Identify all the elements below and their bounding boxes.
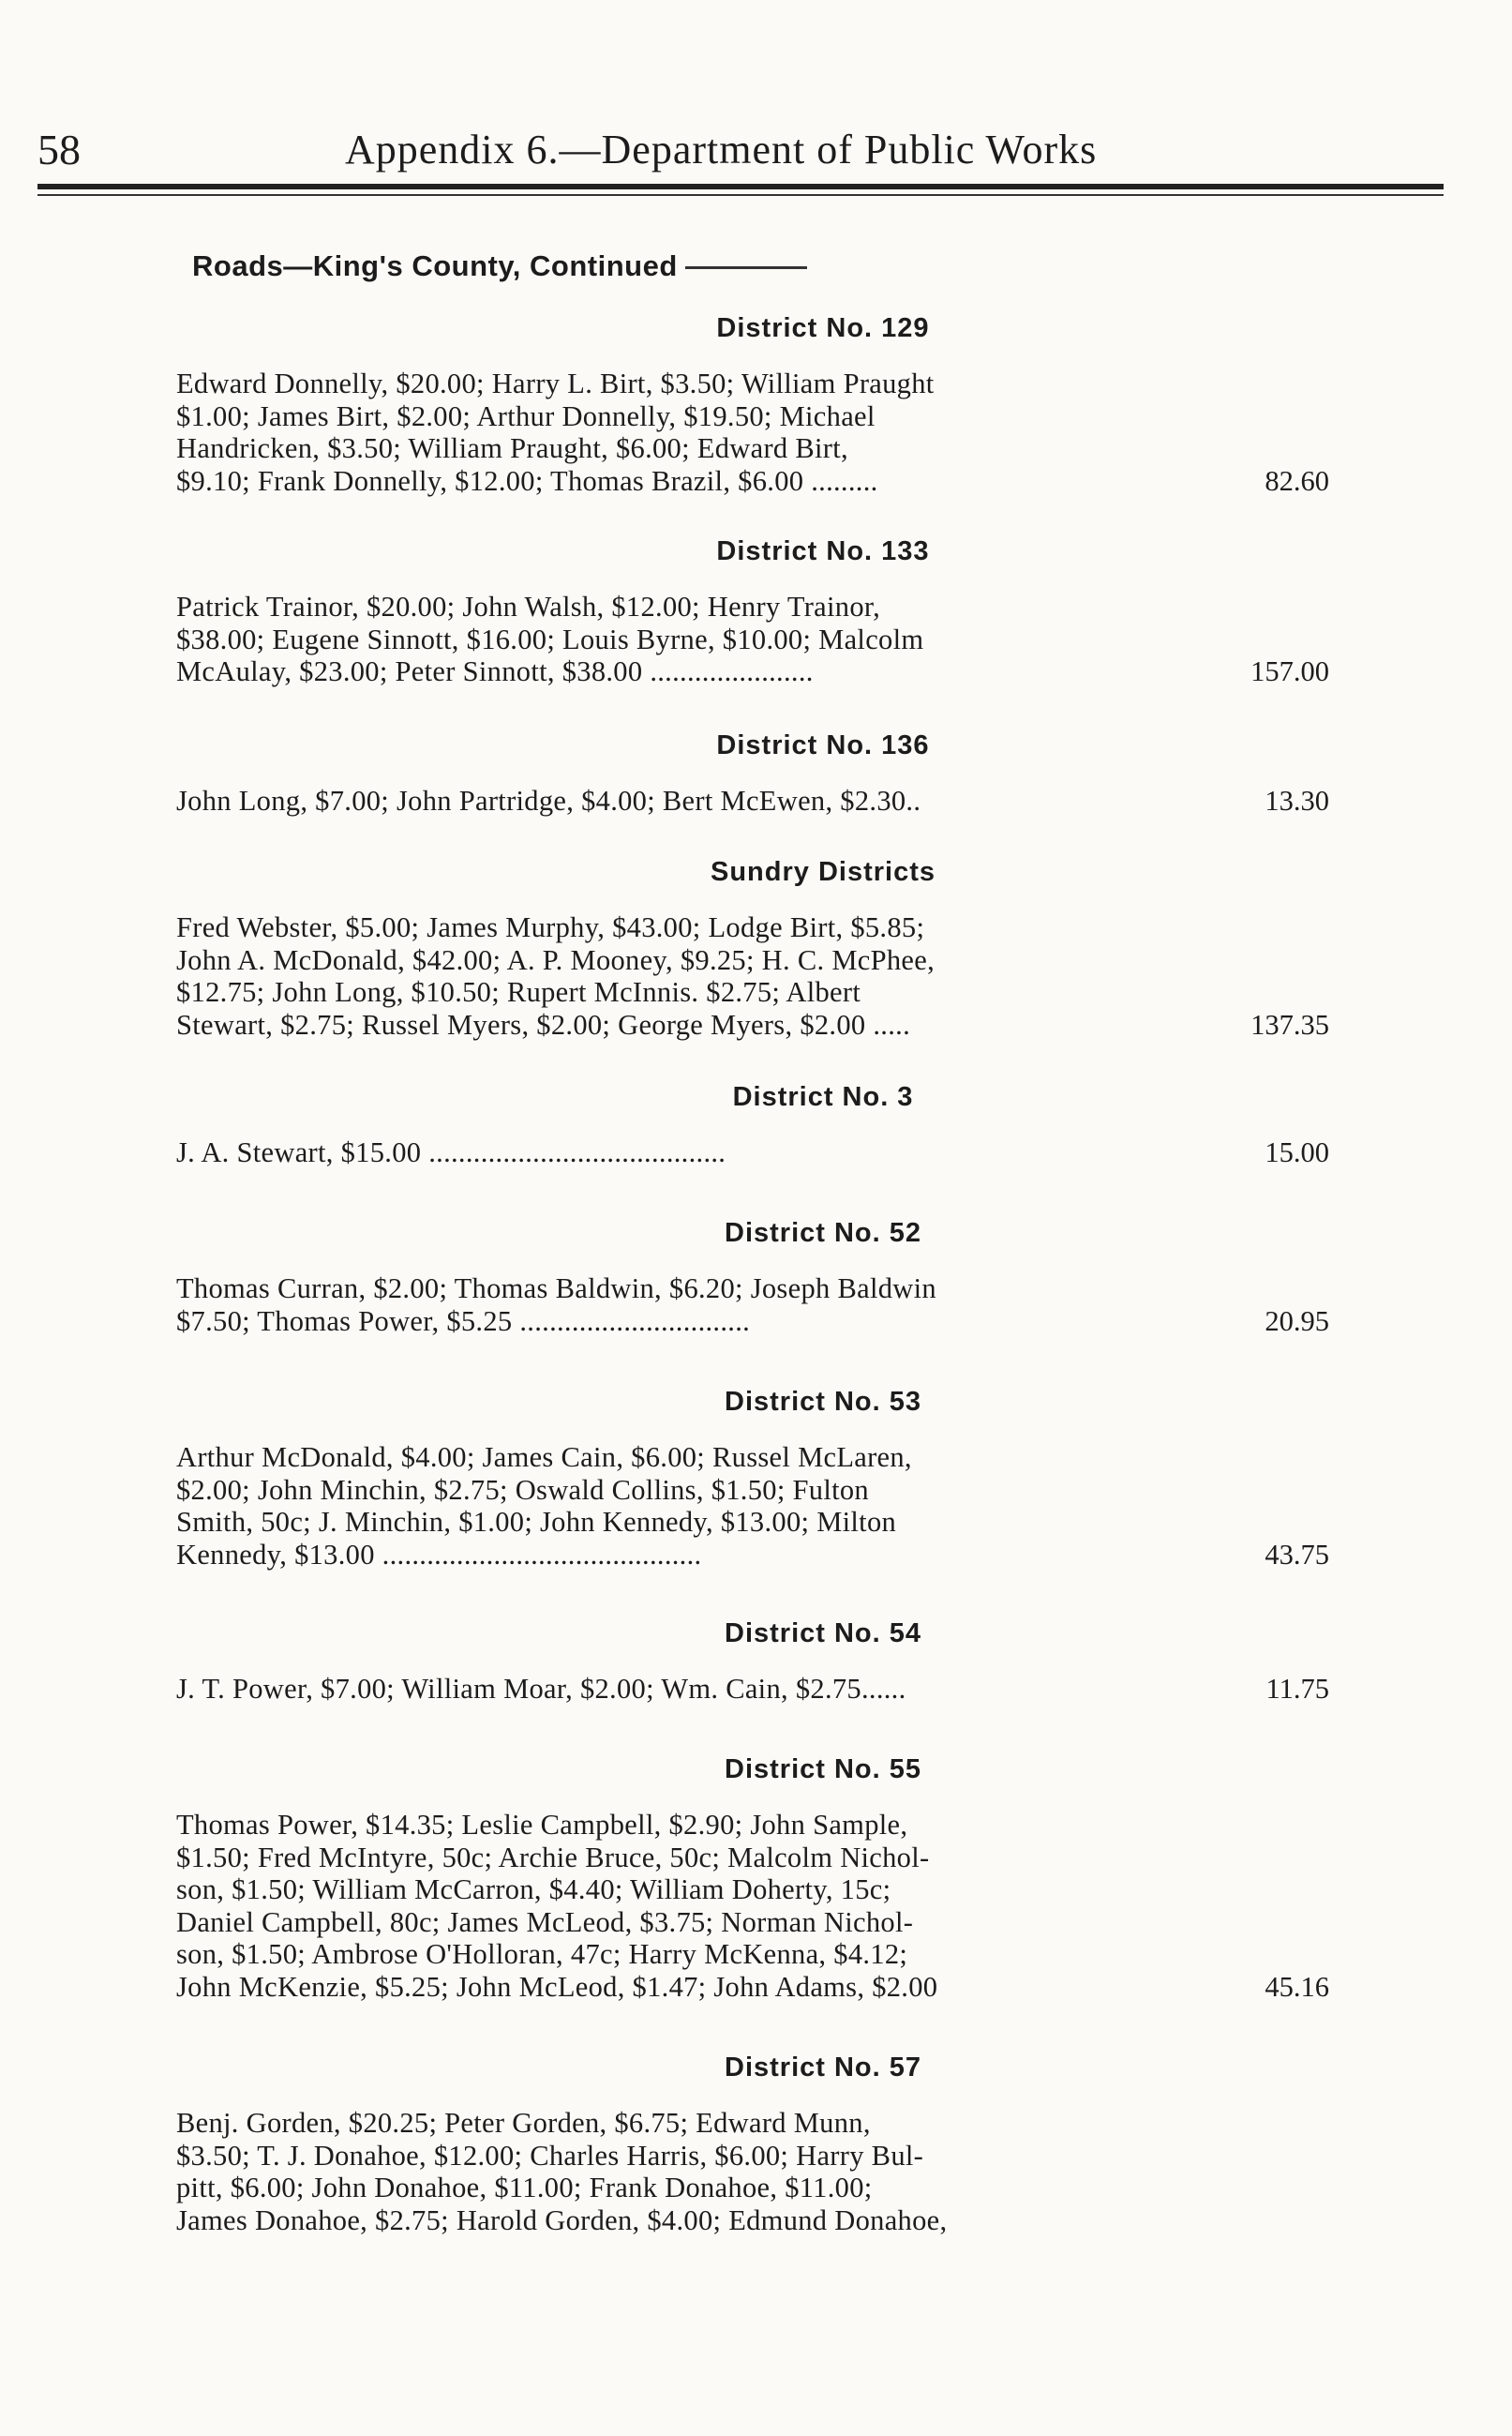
- payment-line: Arthur McDonald, $4.00; James Cain, $6.00; Russel McLaren,: [176, 1441, 912, 1473]
- district-entry: [176, 309, 1329, 497]
- district-entry: [176, 1751, 1329, 2003]
- district-heading: District No. 54: [725, 1618, 921, 1648]
- payment-line: son, $1.50; William McCarron, $4.40; William Doherty, 15c;: [176, 1873, 891, 1905]
- district-payments: [176, 368, 1175, 497]
- district-payments: [176, 1809, 1175, 2003]
- payment-line: Smith, 50c; J. Minchin, $1.00; John Kennedy, $13.00; Milton: [176, 1506, 897, 1538]
- payment-line: James Donahoe, $2.75; Harold Gorden, $4.00; Edmund Donahoe,: [176, 2203, 948, 2236]
- payment-line: $38.00; Eugene Sinnott, $16.00; Louis Byrne, $10.00; Malcolm: [176, 623, 924, 655]
- payment-line: $1.00; James Birt, $2.00; Arthur Donnelly, $19.50; Michael: [176, 399, 876, 432]
- district-heading: District No. 129: [716, 313, 930, 343]
- district-payments: [176, 1136, 1175, 1169]
- district-heading: District No. 53: [725, 1387, 921, 1417]
- district-entry: [176, 1615, 1329, 1706]
- district-payments: [176, 2107, 1175, 2236]
- payment-line: J. T. Power, $7.00; William Moar, $2.00; Wm. Cain, $2.75......: [176, 1673, 906, 1705]
- payment-line: Daniel Campbell, 80c; James McLeod, $3.75; Norman Nichol-: [176, 1905, 914, 1938]
- district-heading: District No. 133: [716, 536, 930, 566]
- district-payments: [176, 785, 1175, 818]
- district-entry: [176, 1078, 1329, 1169]
- title-dash: [685, 266, 807, 269]
- section-title-text: Roads—King's County, Continued: [192, 249, 678, 282]
- payment-line: John A. McDonald, $42.00; A. P. Mooney, $9.25; H. C. McPhee,: [176, 943, 936, 976]
- header-rule-thin: [37, 194, 1444, 196]
- payment-line: McAulay, $23.00; Peter Sinnott, $38.00 ......................: [176, 655, 814, 687]
- header-rule: [37, 184, 1444, 189]
- district-entry: [176, 727, 1329, 818]
- district-payments: [176, 1673, 1175, 1706]
- district-entry: [176, 1214, 1329, 1337]
- district-payments: [176, 1272, 1175, 1337]
- payment-line: son, $1.50; Ambrose O'Holloran, 47c; Harry McKenna, $4.12;: [176, 1938, 908, 1970]
- district-heading: District No. 55: [725, 1754, 921, 1784]
- district-entry: [176, 533, 1329, 688]
- district-total: 15.00: [1265, 1136, 1329, 1168]
- payment-line: John Long, $7.00; John Partridge, $4.00; Bert McEwen, $2.30..: [176, 785, 921, 817]
- payment-line: Handricken, $3.50; William Praught, $6.00; Edward Birt,: [176, 432, 848, 464]
- payment-line: Edward Donnelly, $20.00; Harry L. Birt, $3.50; William Praught: [176, 368, 935, 399]
- payment-line: Stewart, $2.75; Russel Myers, $2.00; George Myers, $2.00 .....: [176, 1008, 911, 1041]
- payment-line: $2.00; John Minchin, $2.75; Oswald Collins, $1.50; Fulton: [176, 1473, 869, 1506]
- district-payments: [176, 591, 1175, 688]
- district-total: 13.30: [1265, 785, 1329, 817]
- district-total: 82.60: [1265, 464, 1329, 497]
- payment-line: Patrick Trainor, $20.00; John Walsh, $12.00; Henry Trainor,: [176, 591, 881, 623]
- payment-line: Benj. Gorden, $20.25; Peter Gorden, $6.75; Edward Munn,: [176, 2107, 871, 2139]
- district-total: 20.95: [1265, 1304, 1329, 1337]
- payment-line: Thomas Curran, $2.00; Thomas Baldwin, $6.20; Joseph Baldwin: [176, 1272, 936, 1304]
- payment-line: pitt, $6.00; John Donahoe, $11.00; Frank Donahoe, $11.00;: [176, 2172, 873, 2203]
- payment-line: Kennedy, $13.00 ...........................................: [176, 1538, 702, 1571]
- payment-line: Thomas Power, $14.35; Leslie Campbell, $2.90; John Sample,: [176, 1809, 908, 1841]
- district-total: 43.75: [1265, 1538, 1329, 1571]
- district-entry: [176, 853, 1329, 1041]
- payment-line: $3.50; T. J. Donahoe, $12.00; Charles Harris, $6.00; Harry Bul-: [176, 2139, 924, 2172]
- district-entry: [176, 1383, 1329, 1571]
- payment-line: J. A. Stewart, $15.00 ........................................: [176, 1136, 726, 1168]
- payment-line: $12.75; John Long, $10.50; Rupert McInnis. $2.75; Albert: [176, 976, 861, 1008]
- district-heading: District No. 57: [725, 2053, 921, 2083]
- district-payments: [176, 1441, 1175, 1571]
- district-total: 45.16: [1265, 1970, 1329, 2003]
- payment-line: Fred Webster, $5.00; James Murphy, $43.00; Lodge Birt, $5.85;: [176, 911, 925, 943]
- payment-line: $9.10; Frank Donnelly, $12.00; Thomas Brazil, $6.00 .........: [176, 464, 878, 497]
- district-total: 137.35: [1250, 1008, 1329, 1041]
- district-total: 11.75: [1265, 1673, 1329, 1705]
- payment-line: $1.50; Fred McIntyre, 50c; Archie Bruce, 50c; Malcolm Nichol-: [176, 1841, 930, 1873]
- payment-line: John McKenzie, $5.25; John McLeod, $1.47; John Adams, $2.00: [176, 1970, 938, 2003]
- payment-line: $7.50; Thomas Power, $5.25 ...............................: [176, 1304, 751, 1337]
- district-total: 157.00: [1250, 655, 1329, 687]
- page-number: 58: [37, 126, 81, 173]
- running-title: Appendix 6.—Department of Public Works: [345, 127, 1098, 173]
- district-heading: District No. 3: [732, 1082, 914, 1112]
- district-entry: [176, 2049, 1329, 2236]
- page-header: [37, 122, 1444, 178]
- district-heading: District No. 136: [716, 730, 930, 760]
- district-heading: District No. 52: [725, 1218, 921, 1248]
- district-payments: [176, 911, 1175, 1041]
- district-heading: Sundry Districts: [711, 857, 936, 887]
- section-title: [192, 246, 807, 287]
